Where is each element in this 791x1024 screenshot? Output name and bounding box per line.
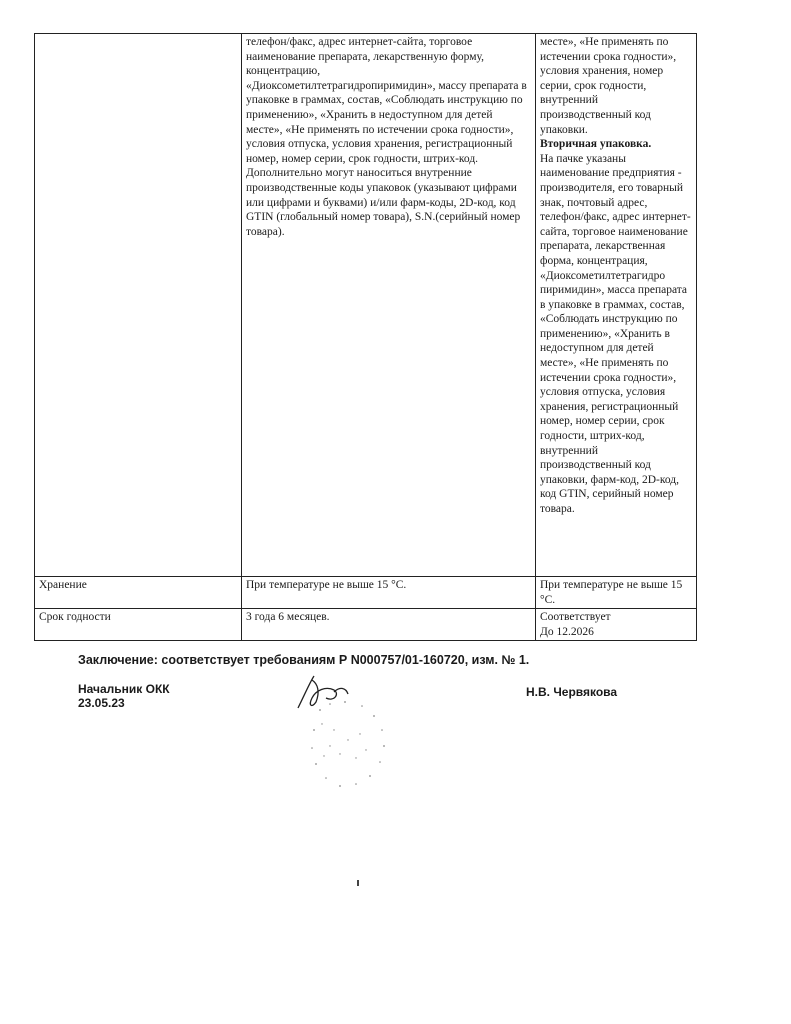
storage-requirement: При температуре не выше 15 °С. <box>242 577 536 609</box>
storage-label: Хранение <box>35 577 242 609</box>
shelf-life-result-text: Соответствует До 12.2026 <box>540 611 611 638</box>
signatory-block <box>78 682 170 710</box>
secondary-packaging-heading: Вторичная упаковка. <box>540 138 652 151</box>
storage-result: При температуре не выше 15 °С. <box>536 577 697 609</box>
result-text-secondary: На пачке указаны наименование предприятия - производителя, его товарный знак, почтовый адрес, телефон/факс, адрес интернет-сайта, торговое наименование препарата, лекарственная форма, концентрация, «Диоксометилтетрагидро пиримидин», масса препарата в упаковке в граммах, состав, «Соблюдать инструкцию по применению», «Хранить в недоступном для детей месте», «Не применять по истечении срока годности», условия отпуска, условия хранения, регистрационный номер, номер серии, срок годности, штрих-код, внутренний производственный код упаковки, фарм-код, 2D-код, код GTIN, серийный номер товара. <box>540 152 691 515</box>
signatory-date: 23.05.23 <box>78 696 125 710</box>
scan-speck <box>357 880 359 886</box>
signatory-name: Н.В. Червякова <box>526 685 618 699</box>
signatory-position: Начальник ОКК <box>78 682 170 696</box>
table-row-storage <box>35 577 697 609</box>
requirement-text: телефон/факс, адрес интернет-сайта, торговое наименование препарата, лекарственную форму, концентрацию, «Диоксометилтетрагидропиримидин», массу препарата в упаковке в граммах, состав, «Соблюдать инструкцию по применению», «Хранить в недоступном для детей месте», «Не применять по истечении срока годности», условия отпуска, условия хранения, регистрационный номер, номер серии, срок годности, штрих-код. Дополнительно могут наноситься внутренние производственные коды упаковок (указывают цифрами или цифрами и буквами) и/или фарм-коды, 2D-код, код GTIN (глобальный номер товара), S.N.(серийный номер товара). <box>246 36 527 238</box>
requirement-cell <box>242 34 536 577</box>
table-row-shelf-life <box>35 609 697 641</box>
table-row <box>35 34 697 577</box>
shelf-life-result <box>536 609 697 641</box>
faint-stamp <box>300 690 400 800</box>
parameter-cell <box>35 34 242 577</box>
result-text-primary: месте», «Не применять по истечении срока годности», условия хранения, номер серии, срок годности, внутренний производственный код упаковки. <box>540 36 677 136</box>
shelf-life-requirement: 3 года 6 месяцев. <box>242 609 536 641</box>
specification-table <box>34 33 697 641</box>
conclusion-text: Заключение: соответствует требованиям Р N000757/01-160720, изм. № 1. <box>78 653 530 667</box>
shelf-life-label: Срок годности <box>35 609 242 641</box>
result-cell <box>536 34 697 577</box>
